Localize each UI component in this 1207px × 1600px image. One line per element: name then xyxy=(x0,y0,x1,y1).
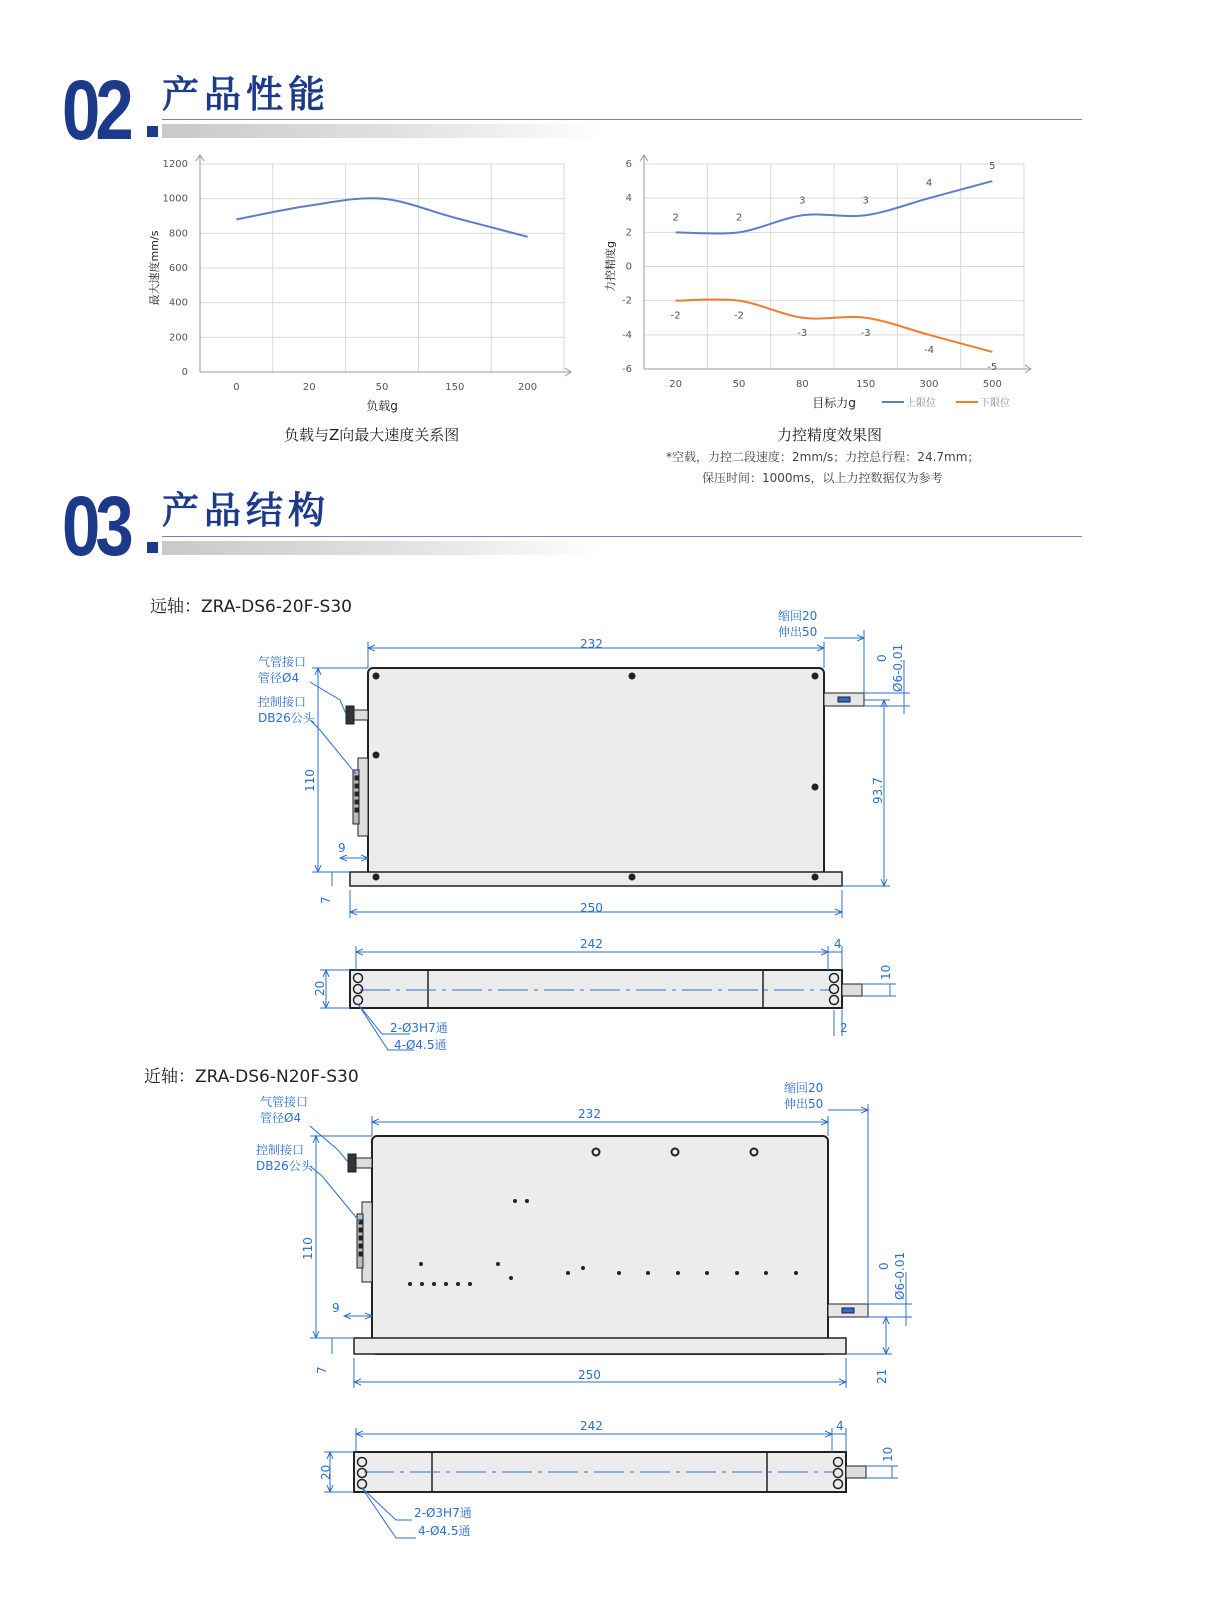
drawing-2-model: 近轴：ZRA-DS6-N20F-S30 xyxy=(144,1067,359,1087)
drawing-1-side-body xyxy=(350,970,842,1008)
force-chart xyxy=(596,152,1036,422)
data-label: -3 xyxy=(797,327,808,339)
dim2-250: 250 xyxy=(578,1368,601,1382)
y-tick-label: 0 xyxy=(625,261,632,273)
data-label: -4 xyxy=(924,344,934,356)
x-tick-label: 200 xyxy=(518,382,538,393)
x-tick-label: 20 xyxy=(669,379,683,390)
force-chart-note-1: *空载，力控二段速度：2mm/s；力控总行程：24.7mm； xyxy=(666,450,980,464)
dim2-7: 7 xyxy=(315,1366,329,1374)
x-tick-label: 300 xyxy=(919,379,939,390)
drawing-2-db-connector xyxy=(357,1202,372,1282)
data-label: 3 xyxy=(862,195,869,207)
speed-chart xyxy=(140,152,580,422)
section-02-bar xyxy=(162,124,607,138)
legend-label: 上限位 xyxy=(906,398,936,409)
y-tick-label: -4 xyxy=(622,329,632,341)
force-chart-note-2: 保压时间：1000ms，以上力控数据仅为参考 xyxy=(702,471,943,485)
series-line-0 xyxy=(236,198,527,237)
control-port2-type: DB26公头 xyxy=(256,1159,313,1173)
side-dim-20: 20 xyxy=(313,980,327,996)
x-tick-label: 50 xyxy=(375,382,389,393)
side2-dim-4: 4 xyxy=(836,1419,844,1433)
x-tick-label: 150 xyxy=(856,379,876,390)
stroke2-extend: 伸出50 xyxy=(784,1097,824,1111)
speed-chart-caption: 负载与Z向最大速度关系图 xyxy=(284,426,460,444)
air-port2-size: 管径Ø4 xyxy=(260,1111,302,1125)
y-tick-label: 800 xyxy=(168,228,188,240)
dim2-232: 232 xyxy=(578,1107,601,1121)
dim2-9: 9 xyxy=(332,1301,340,1315)
stroke-extend: 伸出50 xyxy=(778,625,818,639)
side2-dim-242: 242 xyxy=(580,1419,603,1433)
section-02-dot xyxy=(147,126,158,137)
x-axis-title: 负载g xyxy=(366,399,398,413)
data-label: 2 xyxy=(735,212,743,224)
dim-7: 7 xyxy=(319,896,333,904)
drawing-2-front-view xyxy=(0,1076,1207,1396)
legend-label: 下限位 xyxy=(980,398,1010,409)
section-02-rule xyxy=(162,119,1082,120)
section-03-bar xyxy=(162,541,607,555)
control-port-type: DB26公头 xyxy=(258,711,315,725)
dim2-110: 110 xyxy=(301,1237,315,1260)
drawing-1-front-view xyxy=(0,600,1207,930)
side-hole-1: 2-Ø3H7通 xyxy=(390,1021,448,1035)
data-label: 2 xyxy=(672,212,679,224)
y-tick-label: 1000 xyxy=(162,193,188,205)
drawing-2-base xyxy=(354,1338,846,1354)
data-label: 5 xyxy=(989,161,996,173)
x-tick-label: 150 xyxy=(445,382,465,393)
y-tick-label: -6 xyxy=(622,364,632,375)
data-label: -3 xyxy=(860,327,871,339)
y-tick-label: 1200 xyxy=(162,159,188,170)
side2-dim-20: 20 xyxy=(319,1464,333,1480)
dim-110: 110 xyxy=(303,769,317,792)
control-port2-label: 控制接口 xyxy=(256,1143,305,1157)
drawing-1-model: 远轴：ZRA-DS6-20F-S30 xyxy=(150,597,352,617)
data-label: 3 xyxy=(799,195,806,207)
section-03-rule xyxy=(162,536,1082,537)
drawing-1-base xyxy=(350,872,842,886)
section-02-number: 02 xyxy=(62,63,129,157)
side2-dim-10: 10 xyxy=(881,1446,895,1462)
dim-232: 232 xyxy=(580,637,603,651)
x-tick-label: 80 xyxy=(795,379,809,390)
drawing-2-body xyxy=(372,1136,828,1354)
x-tick-label: 500 xyxy=(982,379,1002,390)
side-dim-4: 4 xyxy=(834,937,842,951)
y-tick-label: -2 xyxy=(622,295,632,307)
data-label: -2 xyxy=(734,310,744,322)
data-label: 4 xyxy=(925,178,933,190)
air-port-label: 气管接口 xyxy=(258,655,307,669)
drawing-1-air-fitting xyxy=(346,706,368,724)
section-03-number: 03 xyxy=(62,479,129,573)
side-dim-2: 2 xyxy=(840,1021,848,1035)
y-tick-label: 600 xyxy=(168,263,188,274)
drawing-2-side-view xyxy=(0,1418,1207,1548)
y-tick-label: 400 xyxy=(168,297,188,309)
section-03-title: 产品结构 xyxy=(162,489,330,532)
side2-hole-1: 2-Ø3H7通 xyxy=(414,1506,472,1520)
air-port-size: 管径Ø4 xyxy=(258,671,300,685)
stroke-retract: 缩回20 xyxy=(778,609,818,623)
dim-93-7: 93.7 xyxy=(871,777,885,804)
x-tick-label: 0 xyxy=(233,382,240,393)
drawing-1-db-connector xyxy=(353,758,368,836)
y-axis-title: 最大速度mm/s xyxy=(148,230,161,306)
dim-shaft-tol: 0 xyxy=(875,654,889,662)
dim-250: 250 xyxy=(580,901,603,915)
section-03-dot xyxy=(147,542,158,553)
y-tick-label: 6 xyxy=(625,159,632,170)
x-tick-label: 20 xyxy=(302,382,316,393)
dim-9: 9 xyxy=(338,841,346,855)
dim2-shaft-d: Ø6-0.01 xyxy=(893,1251,907,1300)
dim2-21: 21 xyxy=(875,1368,889,1384)
dim-shaft-d: Ø6-0.01 xyxy=(891,643,905,692)
side2-hole-2: 4-Ø4.5通 xyxy=(418,1524,471,1538)
air-port2-label: 气管接口 xyxy=(260,1095,309,1109)
y-tick-label: 0 xyxy=(181,367,188,378)
x-tick-label: 50 xyxy=(732,379,746,390)
force-chart-caption: 力控精度效果图 xyxy=(777,426,883,444)
section-02-title: 产品性能 xyxy=(162,73,330,116)
data-label: -2 xyxy=(670,310,681,322)
stroke2-retract: 缩回20 xyxy=(784,1081,824,1095)
drawing-2-shaft xyxy=(828,1304,868,1317)
y-tick-label: 200 xyxy=(168,332,188,344)
drawing-1-side-view xyxy=(0,930,1207,1060)
side-dim-242: 242 xyxy=(580,937,603,951)
side-hole-2: 4-Ø4.5通 xyxy=(394,1038,447,1052)
y-tick-label: 4 xyxy=(625,193,632,205)
x-axis-title: 目标力g xyxy=(812,396,856,410)
drawing-1-shaft xyxy=(824,693,864,706)
side-dim-10: 10 xyxy=(879,964,893,980)
control-port-label: 控制接口 xyxy=(258,695,307,709)
drawing-2-air-fitting xyxy=(348,1154,372,1172)
data-label: -5 xyxy=(987,361,998,373)
y-axis-title: 力控精度g xyxy=(604,241,617,292)
dim2-shaft-tol: 0 xyxy=(877,1262,891,1270)
y-tick-label: 2 xyxy=(625,227,632,239)
drawing-1-body xyxy=(368,668,824,882)
